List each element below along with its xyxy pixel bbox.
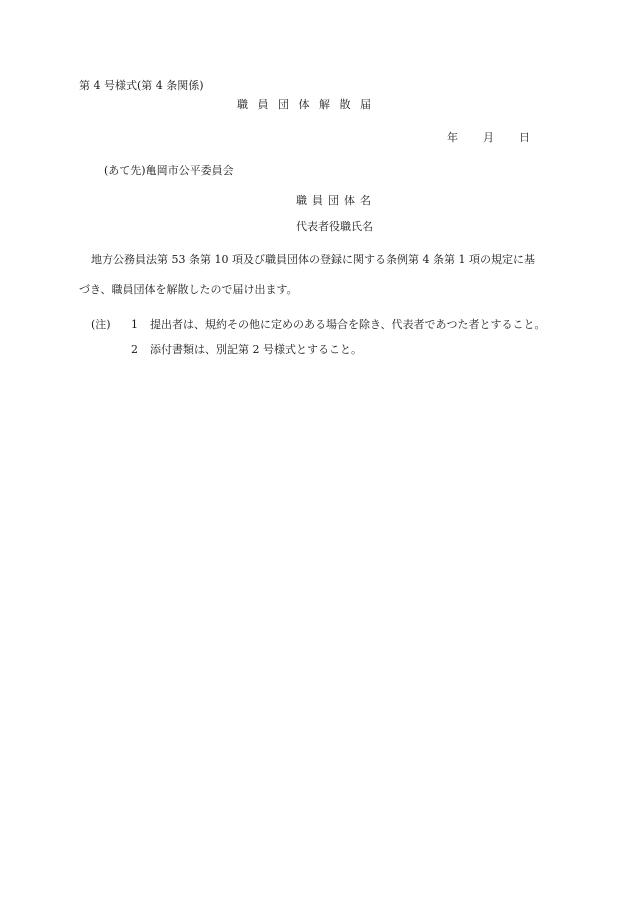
document-title: 職員団体解散届 bbox=[237, 98, 381, 111]
note-text: 提出者は、規約その他に定めのある場合を除き、代表者であつた者とすること。 bbox=[150, 318, 546, 331]
form-number: 第 4 号様式(第 4 条関係) bbox=[79, 79, 204, 92]
note-label: (注) bbox=[91, 318, 111, 331]
note-text: 添付書類は、別記第 2 号様式とすること。 bbox=[150, 343, 362, 356]
body-text-line-1: 地方公務員法第 53 条第 10 項及び職員団体の登録に関する条例第 4 条第 1 項の規定に基 bbox=[91, 253, 535, 266]
date-year-label: 年 bbox=[447, 131, 458, 144]
note-item bbox=[91, 318, 546, 332]
addressee: (あて先)亀岡市公平委員会 bbox=[104, 164, 234, 177]
note-item bbox=[91, 343, 362, 357]
org-name-label: 職員団体名 bbox=[296, 194, 376, 207]
date-row bbox=[447, 131, 530, 145]
date-day-label: 日 bbox=[519, 131, 530, 144]
note-number: 2 bbox=[131, 343, 138, 356]
date-month-label: 月 bbox=[483, 131, 494, 144]
body-text-line-2: づき、職員団体を解散したので届け出ます。 bbox=[79, 283, 298, 296]
representative-label: 代表者役職氏名 bbox=[296, 220, 373, 233]
note-number: 1 bbox=[131, 318, 138, 331]
